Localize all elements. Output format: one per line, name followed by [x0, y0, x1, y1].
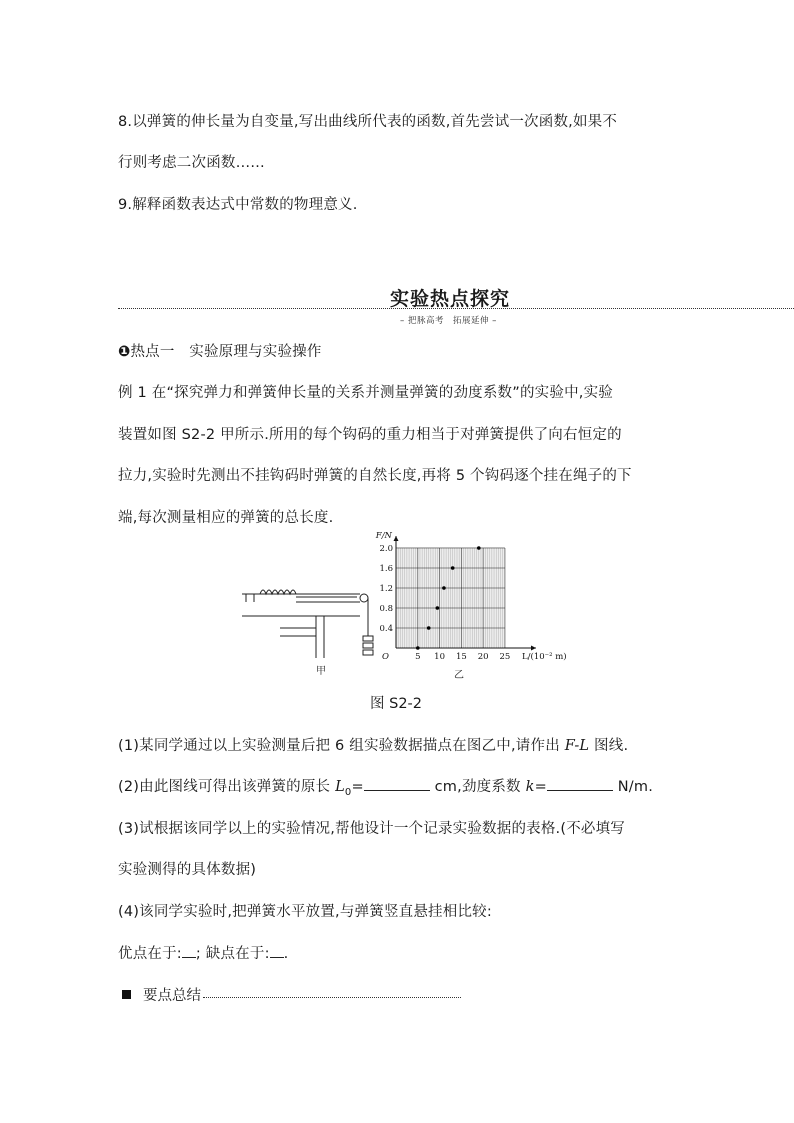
- text-line-9: 9.解释函数表达式中常数的物理意义.: [118, 197, 358, 213]
- question-2-eq2: =: [534, 779, 547, 795]
- section-subtitle: – 把脉高考 拓展延伸 –: [400, 316, 497, 326]
- example-line-2: 装置如图 S2-2 甲所示.所用的每个钩码的重力相当于对弹簧提供了向右恒定的: [118, 427, 622, 443]
- y-tick-label: 0.4: [379, 624, 393, 634]
- data-point: [436, 606, 440, 610]
- section-title: 实验热点探究: [390, 288, 511, 310]
- y-axis-arrow-icon: [394, 536, 399, 541]
- question-2-var-L: L: [335, 779, 345, 795]
- question-1: [118, 734, 628, 755]
- example-line-3: 拉力,实验时先测出不挂钩码时弹簧的自然长度,再将 5 个钩码逐个挂在绳子的下: [118, 468, 632, 484]
- answer-blank-stiffness[interactable]: [547, 776, 613, 791]
- example-line-4: 端,每次测量相应的弹簧的总长度.: [118, 510, 334, 526]
- data-point: [477, 546, 481, 550]
- figure-label-left: 甲: [316, 666, 326, 677]
- figure-label-right: 乙: [454, 670, 464, 681]
- advantage-label: 优点在于:: [118, 946, 182, 962]
- hotspot-marker-icon: ❶: [118, 344, 131, 360]
- example-line-1: 例 1 在“探究弹力和弹簧伸长量的关系并测量弹簧的劲度系数”的实验中,实验: [118, 385, 613, 401]
- question-4-end: .: [283, 946, 289, 962]
- x-tick-label: 15: [455, 652, 467, 662]
- y-axis-label: F/N: [375, 531, 392, 541]
- x-tick-label: 25: [499, 652, 511, 662]
- figure-s2-2: [232, 531, 567, 682]
- hook-weight-3: [363, 650, 373, 655]
- text-line-8: 8.以弹簧的伸长量为自变量,写出曲线所代表的函数,首先尝试一次函数,如果不: [118, 114, 618, 130]
- question-2-var-k: k: [525, 779, 535, 795]
- hook-weight-1: [363, 636, 373, 641]
- origin-label: O: [382, 652, 389, 662]
- hotspot-heading: [118, 340, 322, 361]
- question-2-eq: =: [351, 779, 364, 795]
- spring-icon: [260, 590, 296, 594]
- question-1-var: F-L: [564, 738, 590, 754]
- question-4: (4)该同学实验时,把弹簧水平放置,与弹簧竖直悬挂相比较:: [118, 904, 492, 920]
- x-tick-label: 10: [434, 652, 445, 662]
- data-point: [442, 586, 446, 590]
- x-tick-label: 5: [415, 652, 421, 662]
- key-points-summary: [118, 984, 461, 1005]
- answer-blank-disadvantage[interactable]: [270, 943, 284, 958]
- x-tick-label: 20: [477, 652, 489, 662]
- square-bullet-icon: [122, 990, 131, 999]
- disadvantage-label: ; 缺点在于:: [195, 946, 270, 962]
- question-4-answers: [118, 942, 288, 963]
- figure-caption: 图 S2-2: [370, 696, 422, 712]
- question-2-sub: 0: [344, 786, 352, 798]
- x-axis-label: L/(10⁻² m): [522, 652, 567, 662]
- text-line-8-cont: 行则考虑二次函数……: [118, 155, 265, 171]
- hook-weight-2: [363, 643, 373, 648]
- hotspot-label: 热点一 实验原理与实验操作: [130, 344, 322, 360]
- question-3-line-2: 实验测得的具体数据): [118, 862, 257, 878]
- apparatus-diagram: [242, 590, 373, 658]
- chart-plot: [375, 531, 567, 662]
- question-2-mid: cm,劲度系数: [429, 779, 526, 795]
- x-axis-arrow-icon: [531, 646, 536, 651]
- answer-blank-advantage[interactable]: [182, 943, 196, 958]
- y-tick-label: 1.6: [379, 564, 393, 574]
- question-1-end: 图线.: [589, 738, 629, 754]
- summary-label: 要点总结: [143, 988, 201, 1004]
- answer-blank-length[interactable]: [364, 776, 430, 791]
- y-tick-label: 0.8: [379, 604, 393, 614]
- question-1-text: (1)某同学通过以上实验测量后把 6 组实验数据描点在图乙中,请作出: [118, 738, 565, 754]
- data-point: [451, 566, 455, 570]
- summary-dotted-rule: [203, 997, 461, 998]
- section-divider: [118, 308, 794, 309]
- data-point: [416, 646, 420, 650]
- question-2-text: (2)由此图线可得出该弹簧的原长: [118, 779, 336, 795]
- y-tick-label: 1.2: [379, 584, 393, 594]
- question-2: [118, 775, 653, 798]
- pulley-icon: [360, 594, 368, 602]
- y-tick-label: 2.0: [379, 544, 393, 554]
- question-2-unit: N/m.: [612, 779, 653, 795]
- question-3-line-1: (3)试根据该同学以上的实验情况,帮他设计一个记录实验数据的表格.(不必填写: [118, 821, 626, 837]
- data-point: [427, 626, 431, 630]
